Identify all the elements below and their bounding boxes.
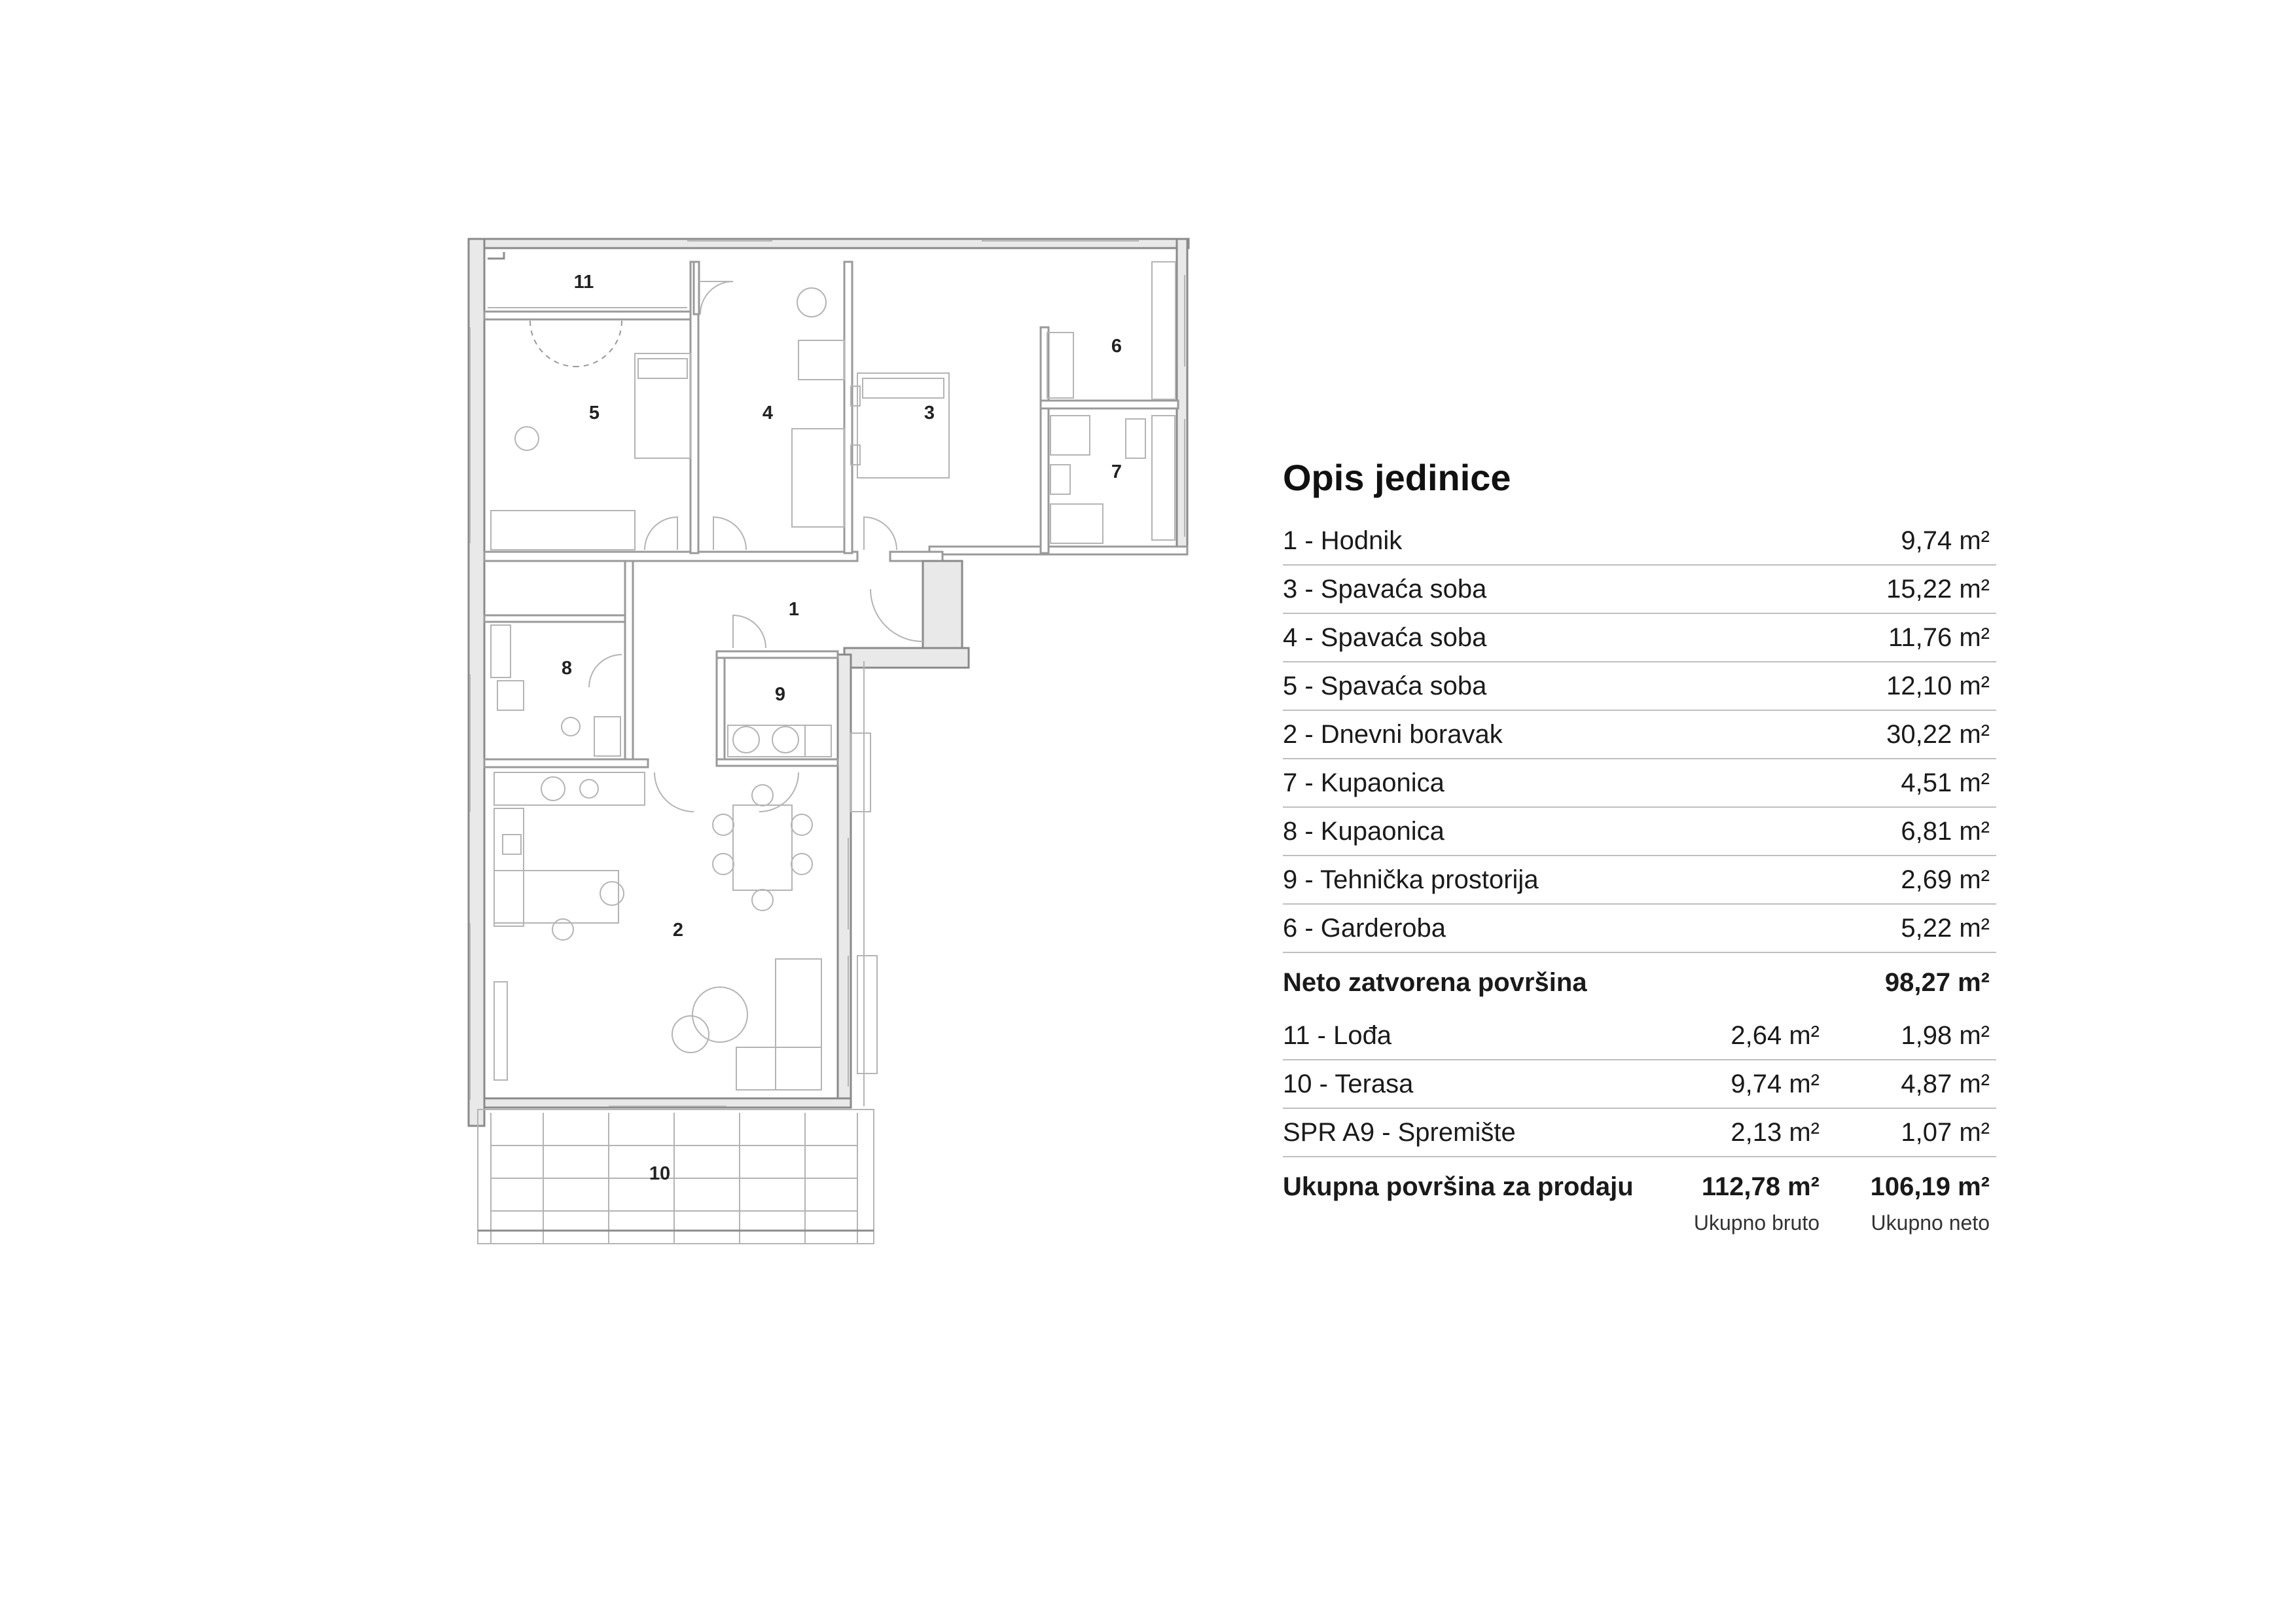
room-label-7: 7 xyxy=(1111,461,1122,482)
corridor-top-wall-2 xyxy=(890,552,942,561)
room-area: 11,76 m² xyxy=(1888,623,1990,652)
room-row xyxy=(1283,566,1996,614)
room-row xyxy=(1283,614,1996,662)
room-name: 7 - Kupaonica xyxy=(1283,768,1444,797)
unit-description-panel xyxy=(1283,445,1996,1235)
room-row xyxy=(1283,517,1996,566)
outdoor-bruto: 9,74 m² xyxy=(1731,1069,1820,1098)
room-name: 3 - Spavaća soba xyxy=(1283,574,1487,604)
room-area: 9,74 m² xyxy=(1901,526,1990,555)
outdoor-neto: 4,87 m² xyxy=(1901,1069,1990,1098)
room-name: 1 - Hodnik xyxy=(1283,526,1403,555)
room-area: 12,10 m² xyxy=(1886,671,1990,700)
outdoor-bruto: 2,13 m² xyxy=(1731,1117,1820,1147)
wall-9-bottom xyxy=(717,759,838,766)
room-row xyxy=(1283,905,1996,953)
room-area: 4,51 m² xyxy=(1901,768,1990,797)
exterior-wall-right-upper xyxy=(1177,239,1187,554)
furniture xyxy=(491,262,1175,1106)
room-label-10: 10 xyxy=(649,1163,671,1184)
wall-8-right xyxy=(625,561,633,764)
room-name: 2 - Dnevni boravak xyxy=(1283,719,1503,749)
total-sale-area-row xyxy=(1283,1157,1996,1216)
outdoor-row xyxy=(1283,1012,1996,1060)
outdoor-name: SPR A9 - Spremište xyxy=(1283,1117,1516,1147)
room-row xyxy=(1283,808,1996,856)
net-closed-area-value: 98,27 m² xyxy=(1884,967,1990,997)
room-area: 5,22 m² xyxy=(1901,913,1990,943)
outdoor-bruto: 2,64 m² xyxy=(1731,1020,1820,1050)
wall-8-top xyxy=(484,615,628,622)
outdoor-neto: 1,98 m² xyxy=(1901,1020,1990,1050)
wall-6-7 xyxy=(1041,401,1178,408)
room-name: 9 - Tehnička prostorija xyxy=(1283,865,1539,894)
wall-upper-bottom-right xyxy=(929,547,1187,554)
wall-9-left xyxy=(717,651,725,763)
outdoor-name: 11 - Lođa xyxy=(1283,1020,1392,1050)
panel-title: Opis jedinice xyxy=(1283,457,1511,498)
wall-9-top xyxy=(717,651,838,658)
room-row xyxy=(1283,856,1996,905)
room-name: 5 - Spavaća soba xyxy=(1283,671,1487,700)
total-bruto-value: 112,78 m² xyxy=(1701,1172,1820,1201)
wall-8-bottom xyxy=(484,759,648,767)
room-label-5: 5 xyxy=(588,403,600,424)
outdoor-row xyxy=(1283,1109,1996,1157)
outdoor-row xyxy=(1283,1060,1996,1109)
room-label-2: 2 xyxy=(672,920,684,941)
stair-wall xyxy=(844,648,969,668)
room-label-9: 9 xyxy=(774,684,786,705)
room-label-11: 11 xyxy=(573,272,594,293)
room-label-4: 4 xyxy=(762,403,774,424)
exterior-wall-left xyxy=(469,239,484,1126)
terrace-grid xyxy=(478,1110,874,1244)
room-area: 6,81 m² xyxy=(1901,816,1990,846)
total-sale-area-label: Ukupna površina za prodaju xyxy=(1283,1172,1634,1201)
windows xyxy=(470,241,1185,1106)
totals-footer xyxy=(1283,1211,1996,1235)
room-row xyxy=(1283,711,1996,759)
room-label-6: 6 xyxy=(1111,336,1122,357)
net-closed-area-label: Neto zatvorena površina xyxy=(1283,967,1587,997)
total-bruto-label: Ukupno bruto xyxy=(1693,1211,1820,1235)
room-area: 2,69 m² xyxy=(1901,865,1990,894)
room-name: 6 - Garderoba xyxy=(1283,913,1446,943)
room-name: 4 - Spavaća soba xyxy=(1283,623,1487,652)
loggia-wall xyxy=(484,312,694,319)
room-label-8: 8 xyxy=(561,658,573,679)
room-row xyxy=(1283,759,1996,808)
room-area: 15,22 m² xyxy=(1886,574,1990,604)
wall-loggia-right xyxy=(694,262,699,314)
total-neto-value: 106,19 m² xyxy=(1870,1172,1990,1201)
room-area: 30,22 m² xyxy=(1886,719,1990,749)
room-label-1: 1 xyxy=(788,599,800,620)
total-neto-label: Ukupno neto xyxy=(1871,1211,1990,1235)
room-row xyxy=(1283,662,1996,711)
wall-4-3 xyxy=(844,262,852,553)
net-closed-area-row xyxy=(1283,953,1996,1012)
room-label-3: 3 xyxy=(924,403,935,424)
corridor-top-wall xyxy=(484,552,857,561)
outdoor-name: 10 - Terasa xyxy=(1283,1069,1414,1098)
outdoor-neto: 1,07 m² xyxy=(1901,1117,1990,1147)
room-name: 8 - Kupaonica xyxy=(1283,816,1444,846)
